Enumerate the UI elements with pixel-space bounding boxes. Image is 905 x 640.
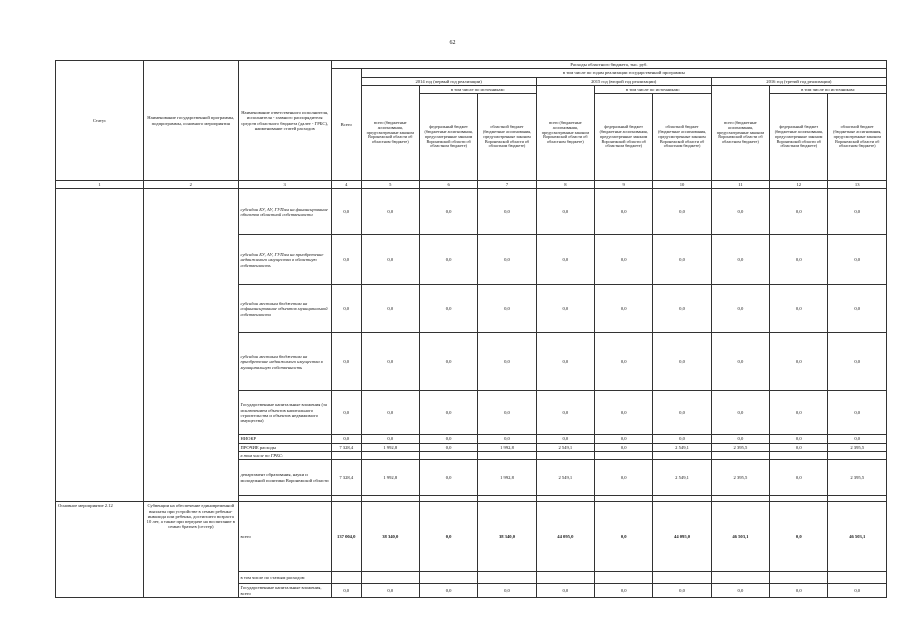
col-num: 11 [711, 181, 769, 189]
cell-value: 2 549,1 [536, 460, 594, 496]
col-num: 7 [478, 181, 536, 189]
cell-value: 0,0 [828, 435, 887, 443]
cell-value: 0,0 [828, 235, 887, 285]
cell-value: 0,0 [478, 285, 536, 333]
col-num: 1 [56, 181, 144, 189]
row-label: субсидии местным бюджетам на приобретение недвижимого имущества в муниципальную собственность [238, 333, 331, 391]
cell-value: 0,0 [478, 435, 536, 443]
cell-value: 0,0 [419, 235, 477, 285]
table-row [56, 189, 887, 235]
header-expenses-title: Расходы областного бюджета, тыс. руб. [331, 61, 886, 69]
header-program: Наименование государственной программы, подпрограммы, основного мероприятия [144, 61, 238, 181]
cell-value: 0,0 [711, 391, 769, 435]
cell-value: 0,0 [770, 333, 828, 391]
row-label: субсидии БУ, АУ, ГУПам на приобретение недвижимого имущества в областную собственность [238, 235, 331, 285]
cell-value: 0,0 [595, 285, 653, 333]
cell-value: 0,0 [536, 584, 594, 598]
column-number-row [56, 181, 887, 189]
cell-value: 0,0 [595, 502, 653, 572]
cell-value: 44 095,0 [536, 502, 594, 572]
cell-value: 0,0 [653, 189, 711, 235]
cell-value: 0,0 [595, 391, 653, 435]
cell-value: 0,0 [536, 235, 594, 285]
cell-value: 0,0 [595, 189, 653, 235]
cell-value: 0,0 [828, 189, 887, 235]
cell-value: 0,0 [711, 285, 769, 333]
row-label: субсидии БУ, АУ, ГУПам на финансирование объектов областной собственности [238, 189, 331, 235]
cell-value: 0,0 [595, 235, 653, 285]
header-year-2016: 2016 год (третий год реализации) [711, 77, 886, 85]
header-sources-2015: в том числе по источникам: [595, 85, 712, 93]
cell-value: 2 395,5 [711, 443, 769, 451]
cell-value: 46 503,1 [828, 502, 887, 572]
cell-value: 0,0 [770, 443, 828, 451]
cell-value: 7 328,4 [331, 460, 361, 496]
cell-value: 0,0 [331, 435, 361, 443]
cell-value: 0,0 [595, 333, 653, 391]
cell-value: 0,0 [419, 285, 477, 333]
cell-value: 0,0 [361, 333, 419, 391]
cell-value: 0,0 [361, 235, 419, 285]
cell-value: 2 395,5 [828, 443, 887, 451]
col-num: 8 [536, 181, 594, 189]
cell-value: 0,0 [361, 391, 419, 435]
cell-value: 0,0 [828, 391, 887, 435]
cell-value: 0,0 [653, 235, 711, 285]
cell-value: 0,0 [361, 584, 419, 598]
cell-value: 0,0 [419, 435, 477, 443]
col-num: 2 [144, 181, 238, 189]
cell-value: 2 549,1 [653, 460, 711, 496]
event-name: Субвенции на обеспечение единовременной выплаты при устройстве в семью ребенка-инвалида или ребенка, достигшего возраста 10 лет, а также при передаче на воспитание в семью братьев (сестер) [144, 502, 238, 598]
cell-value: 2 395,5 [828, 460, 887, 496]
cell-value: 2 395,5 [711, 460, 769, 496]
col-num: 6 [419, 181, 477, 189]
cell-value: 0,0 [331, 285, 361, 333]
header-executor: Наименование ответственного исполнителя, исполнителя - главного распорядителя средств областного бюджета (далее - ГРБС), наименование статей расходов [238, 61, 331, 181]
cell-value: 38 340,0 [478, 502, 536, 572]
header-total: Всего [331, 69, 361, 181]
col-num: 5 [361, 181, 419, 189]
header-all-2016: всего (бюджетные ассигнования, предусмотренные законом Воронежской области об областном бюджете) [711, 85, 769, 180]
cell-value: 0,0 [770, 584, 828, 598]
cell-value: 0,0 [828, 285, 887, 333]
table-row-main-event [56, 502, 887, 572]
cell-value: 0,0 [331, 235, 361, 285]
cell-value: 0,0 [478, 333, 536, 391]
row-label: департамент образования, науки и молодежной политики Воронежской области [238, 460, 331, 496]
header-regional-2015: областной бюджет (бюджетные ассигнования, предусмотренные законом Воронежской области об областном бюджете) [653, 94, 711, 181]
cell-value: 0,0 [536, 333, 594, 391]
cell-value: 0,0 [536, 285, 594, 333]
row-label: всего [238, 502, 331, 572]
col-num: 3 [238, 181, 331, 189]
cell-value: 0,0 [595, 460, 653, 496]
header-regional-2016: областной бюджет (бюджетные ассигнования, предусмотренные законом Воронежской области об областном бюджете) [828, 94, 887, 181]
program-cell-empty [144, 189, 238, 502]
col-num: 13 [828, 181, 887, 189]
cell-value: 0,0 [770, 189, 828, 235]
cell-value: 1 992,8 [478, 443, 536, 451]
header-federal-2016: федеральный бюджет (бюджетные ассигнования, предусмотренные законом Воронежской области об областном бюджете) [770, 94, 828, 181]
cell-value: 0,0 [653, 435, 711, 443]
cell-value: 46 503,1 [711, 502, 769, 572]
col-num: 12 [770, 181, 828, 189]
cell-value: 0,0 [536, 189, 594, 235]
cell-value: 0,0 [828, 333, 887, 391]
header-year-2014: 2014 год (первый год реализации) [361, 77, 536, 85]
cell-value: 0,0 [478, 391, 536, 435]
col-num: 10 [653, 181, 711, 189]
header-sources-2014: в том числе по источникам: [419, 85, 536, 93]
cell-value: 0,0 [711, 189, 769, 235]
cell-value: 0,0 [478, 189, 536, 235]
cell-value: 0,0 [419, 391, 477, 435]
cell-value: 0,0 [770, 460, 828, 496]
header-years-subtitle: в том числе по годам реализации государственной программы [361, 69, 886, 77]
cell-value: 0,0 [770, 235, 828, 285]
page-number: 62 [449, 40, 456, 46]
cell-value: 0,0 [419, 189, 477, 235]
budget-table [55, 60, 887, 598]
cell-value: 44 095,0 [653, 502, 711, 572]
cell-value: 0,0 [653, 333, 711, 391]
cell-value: 0,0 [828, 584, 887, 598]
cell-value: 0,0 [653, 285, 711, 333]
cell-value: 0,0 [419, 502, 477, 572]
grbs-note: в том числе по ГРБС: [238, 451, 331, 459]
cell-value: 0,0 [331, 189, 361, 235]
row-label: Государственные капитальные вложения, всего [238, 584, 331, 598]
cell-value: 2 549,1 [653, 443, 711, 451]
cell-value: 0,0 [770, 285, 828, 333]
status-cell-empty [56, 189, 144, 502]
cell-value: 0,0 [770, 391, 828, 435]
cell-value: 0,0 [419, 443, 477, 451]
cell-value: 0,0 [711, 435, 769, 443]
cell-value: 0,0 [419, 333, 477, 391]
cell-value: 7 328,4 [331, 443, 361, 451]
header-federal-2014: федеральный бюджет (бюджетные ассигнования, предусмотренные законом Воронежской области об областном бюджете) [419, 94, 477, 181]
col-num: 9 [595, 181, 653, 189]
event-status: Основное мероприятие 2.12 [56, 502, 144, 598]
cell-value: 0,0 [653, 584, 711, 598]
cell-value: 137 004,0 [331, 502, 361, 572]
cell-value: 0,0 [595, 584, 653, 598]
cell-value: 0,0 [331, 333, 361, 391]
cell-value: 0,0 [770, 502, 828, 572]
cell-value: 0,0 [361, 189, 419, 235]
row-label: субсидии местным бюджетам на софинансирование объектов муниципальной собственности [238, 285, 331, 333]
header-federal-2015: федеральный бюджет (бюджетные ассигнования, предусмотренные законом Воронежской области об областном бюджете) [595, 94, 653, 181]
cell-value: 1 992,8 [478, 460, 536, 496]
header-all-2014: всего (бюджетные ассигнования, предусмотренные законом Воронежской области об областном бюджете) [361, 85, 419, 180]
article-note: в том числе по статьям расходов: [238, 572, 331, 584]
cell-value: 0,0 [419, 460, 477, 496]
header-all-2015: всего (бюджетные ассигнования, предусмотренные законом Воронежской области об областном бюджете) [536, 85, 594, 180]
row-label: ПРОЧИЕ расходы [238, 443, 331, 451]
cell-value: 0,0 [711, 235, 769, 285]
cell-value: 1 992,8 [361, 460, 419, 496]
col-num: 4 [331, 181, 361, 189]
cell-value: 0,0 [595, 435, 653, 443]
header-sources-2016: в том числе по источникам: [770, 85, 887, 93]
row-label: НИОКР [238, 435, 331, 443]
cell-value: 0,0 [478, 584, 536, 598]
cell-value: 1 992,8 [361, 443, 419, 451]
cell-value: 38 340,0 [361, 502, 419, 572]
header-status: Статус [56, 61, 144, 181]
cell-value: 0,0 [536, 391, 594, 435]
cell-value: 2 549,1 [536, 443, 594, 451]
cell-value: 0,0 [536, 435, 594, 443]
cell-value: 0,0 [361, 435, 419, 443]
header-year-2015: 2015 год (второй год реализации) [536, 77, 711, 85]
cell-value: 0,0 [478, 235, 536, 285]
header-regional-2014: областной бюджет (бюджетные ассигнования, предусмотренные законом Воронежской области об областном бюджете) [478, 94, 536, 181]
cell-value: 0,0 [595, 443, 653, 451]
cell-value: 0,0 [331, 584, 361, 598]
cell-value: 0,0 [361, 285, 419, 333]
cell-value: 0,0 [331, 391, 361, 435]
cell-value: 0,0 [419, 584, 477, 598]
row-label: Государственные капитальные вложения (за исключением объектов капитального строительства и объектов недвижимого имущества) [238, 391, 331, 435]
cell-value: 0,0 [770, 435, 828, 443]
cell-value: 0,0 [711, 584, 769, 598]
cell-value: 0,0 [653, 391, 711, 435]
cell-value: 0,0 [711, 333, 769, 391]
